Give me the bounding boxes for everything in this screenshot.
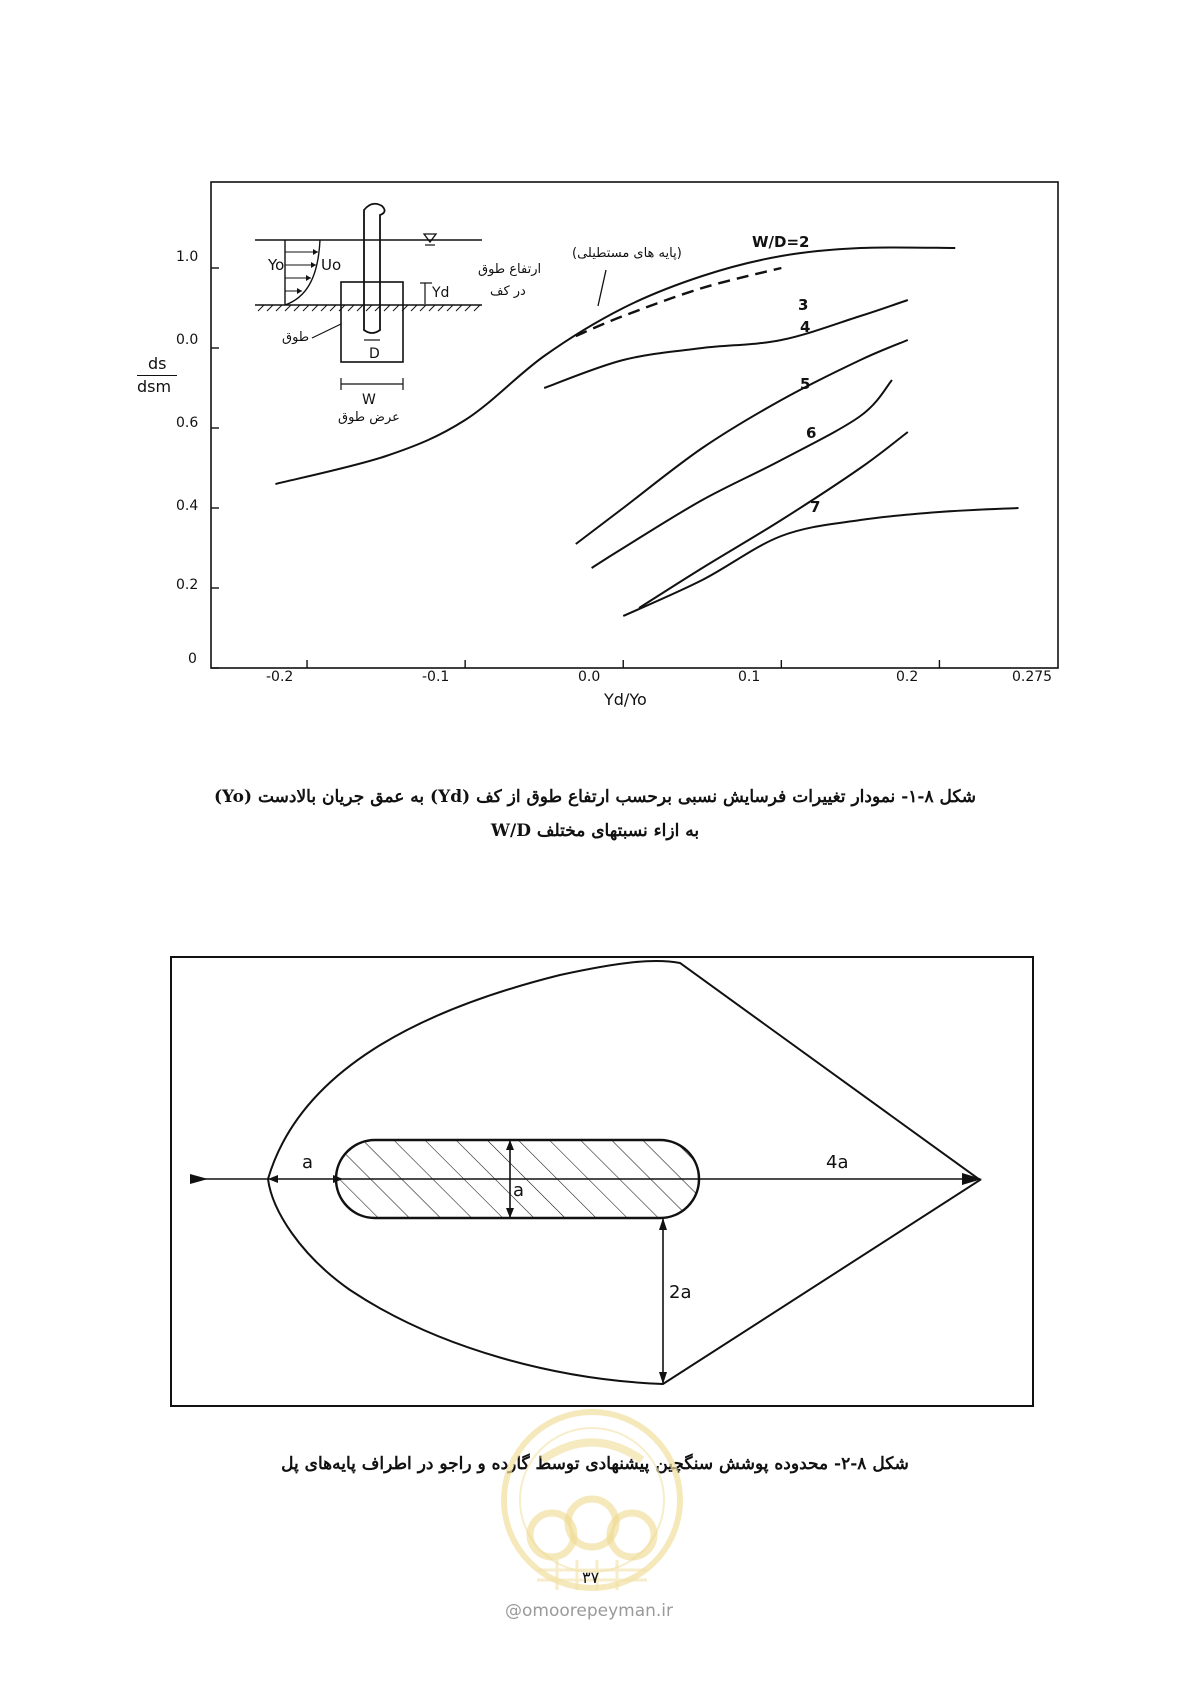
inset-bed-hatch	[321, 305, 327, 311]
inset-collar-leader	[312, 324, 341, 338]
at-icon: @	[505, 1601, 522, 1621]
y-tick-label: 0.6	[176, 415, 199, 431]
figure-1-caption-line-2: به ازاء نسبتهای مختلف W/D	[490, 821, 700, 841]
dashed-series-line	[576, 268, 782, 336]
series-line-3	[576, 340, 908, 544]
inset-bed-hatch	[384, 305, 390, 311]
y-axis-label-divider	[137, 375, 177, 376]
series-line-2	[544, 300, 908, 388]
inset-velocity-profile	[285, 240, 320, 305]
x-tick-label: 0.275	[1012, 669, 1053, 685]
series-label-3: 3	[798, 296, 809, 314]
dimension-arrow-icon	[659, 1218, 667, 1230]
inset-bed-hatch	[366, 305, 372, 311]
watermark-url-text: omoorepeyman.ir	[522, 1601, 674, 1621]
inset-bed-hatch	[420, 305, 426, 311]
series-line-6	[623, 508, 1018, 616]
x-tick-label: 0.1	[738, 669, 761, 685]
inset-bed-hatch	[330, 305, 336, 311]
x-tick-label: -0.1	[422, 669, 450, 685]
y-tick-label: 0.0	[176, 332, 199, 348]
inset-bed-hatch	[312, 305, 318, 311]
y-tick-label: 0.2	[176, 577, 199, 593]
x-tick-label: -0.2	[266, 669, 294, 685]
dimension-label-2a: 2a	[669, 1282, 692, 1303]
y-tick-label: 0.4	[176, 498, 199, 514]
page-number: ۳۷	[582, 1568, 600, 1587]
inset-bed-hatch	[348, 305, 354, 311]
inset-bed-hatch	[276, 305, 282, 311]
watermark-url	[505, 1601, 673, 1621]
inset-bed-hatch	[393, 305, 399, 311]
inset-bed-hatch	[303, 305, 309, 311]
series-label-4: 4	[800, 318, 811, 336]
inset-bed-hatch	[456, 305, 462, 311]
inset-bed-hatch	[267, 305, 273, 311]
flow-arrow-icon	[190, 1174, 208, 1184]
inset-label-uo: Uo	[321, 256, 342, 274]
inset-pier	[364, 204, 385, 333]
annotation-collar-height: ارتفاع طوق	[478, 262, 542, 277]
inset-bed-hatch	[447, 305, 453, 311]
figure-1-caption-line-1: شکل ۸-۱- نمودار تغییرات فرسایش نسبی برحسب ارتفاع طوق از کف (Yd) به عمق جریان بالادست (Yo)	[213, 787, 977, 807]
inset-bed-hatch	[285, 305, 291, 311]
riprap-diagram	[0, 940, 1190, 1410]
inset-bed-hatch	[465, 305, 471, 311]
arrow-icon	[311, 262, 316, 268]
scour-chart	[0, 0, 1190, 740]
inset-bed-hatch	[294, 305, 300, 311]
series-line-1	[275, 247, 955, 484]
y-tick-label: 0	[188, 651, 197, 667]
annotation-collar-width: عرض طوق	[338, 410, 400, 425]
inset-bed-hatch	[258, 305, 264, 311]
inset-bed-hatch	[339, 305, 345, 311]
inset-bed-hatch	[474, 305, 480, 311]
y-axis-label-denominator: dsm	[137, 377, 172, 396]
annotation-leader	[598, 270, 606, 306]
inset-bed-hatch	[438, 305, 444, 311]
inset-label-d: D	[369, 346, 380, 362]
series-label-6: 6	[806, 424, 817, 442]
dimension-label-4a: 4a	[826, 1152, 849, 1173]
y-axis-label-numerator: ds	[148, 354, 167, 373]
series-line-5	[639, 432, 908, 608]
series-label-7: 7	[810, 498, 821, 516]
annotation-rect-piers: (پایه های مستطیلی)	[572, 246, 682, 261]
inset-label-w: W	[362, 392, 376, 408]
inset-bed-hatch	[411, 305, 417, 311]
x-tick-label: 0.0	[578, 669, 601, 685]
annotation-from-bed: در کف	[490, 284, 526, 299]
x-tick-label: 0.2	[896, 669, 919, 685]
series-label-5: 5	[800, 375, 811, 393]
arrow-icon	[297, 288, 302, 294]
series-line-4	[592, 380, 892, 568]
arrow-icon	[306, 275, 311, 281]
figure-2-caption: شکل ۸-۲- محدوده پوشش سنگچین پیشنهادی توسط گارده و راجو در اطراف پایه‌های پل	[281, 1454, 909, 1474]
dimension-label-a-left: a	[302, 1152, 314, 1173]
annotation-collar: طوق	[282, 330, 310, 345]
arrow-icon	[313, 249, 318, 255]
inset-label-yd: Yd	[432, 285, 450, 301]
inset-bed-hatch	[429, 305, 435, 311]
inset-bed-hatch	[357, 305, 363, 311]
series-label-wd2: W/D=2	[752, 233, 810, 251]
y-tick-label: 1.0	[176, 249, 199, 265]
x-axis-label: Yd/Yo	[604, 690, 647, 709]
inset-label-yo: Yo	[268, 256, 285, 274]
dimension-label-a-center: a	[513, 1180, 525, 1201]
